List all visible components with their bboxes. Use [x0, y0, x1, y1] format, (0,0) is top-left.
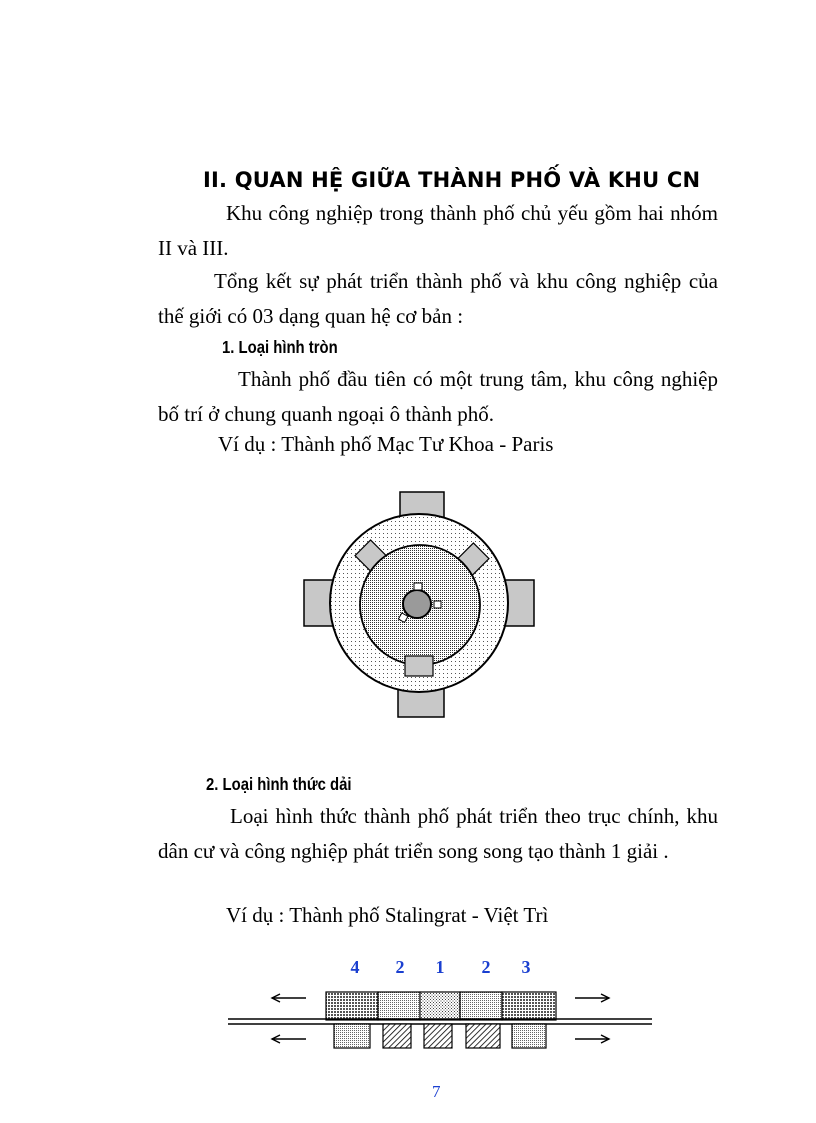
intro-paragraph-2: Tổng kết sự phát triển thành phố và khu công nghiệp của thế giới có 03 dạng quan hệ cơ bản : — [158, 269, 718, 328]
zone-block-3 — [502, 992, 556, 1020]
strip-number-2-left: 2 — [395, 957, 405, 977]
center-marker-right — [434, 601, 441, 608]
industrial-block-1 — [334, 1024, 370, 1048]
strip-city-diagram — [220, 984, 660, 1054]
strip-number-1: 1 — [435, 957, 445, 977]
type2-paragraph: Loại hình thức thành phố phát triển theo trục chính, khu dân cư và công nghiệp phát triển song song tạo thành 1 giải . — [158, 804, 718, 863]
industrial-block-2 — [383, 1024, 411, 1048]
strip-number-3: 3 — [521, 957, 531, 977]
industrial-block-5 — [512, 1024, 546, 1048]
circular-city-diagram — [290, 480, 550, 730]
page-number: 7 — [432, 1082, 441, 1101]
strip-number-4: 4 — [350, 957, 360, 977]
type2-heading: 2. Loại hình thức dải — [206, 774, 352, 794]
zone-block-2-left — [378, 992, 420, 1020]
city-center — [403, 590, 431, 618]
type1-heading: 1. Loại hình tròn — [222, 337, 338, 357]
arrow-left-lower — [272, 1035, 306, 1043]
type1-example: Ví dụ : Thành phố Mạc Tư Khoa - Paris — [218, 432, 554, 456]
arrow-right-upper — [575, 994, 609, 1002]
arrow-left-upper — [272, 994, 306, 1002]
arrow-right-lower — [575, 1035, 609, 1043]
industrial-block-3 — [424, 1024, 452, 1048]
section-title: II. QUAN HỆ GIỮA THÀNH PHỐ VÀ KHU CN — [203, 168, 701, 192]
strip-number-2-right: 2 — [481, 957, 491, 977]
intro-paragraph-1: Khu công nghiệp trong thành phố chủ yếu gồm hai nhóm II và III. — [158, 201, 718, 260]
zone-block-1 — [420, 992, 460, 1020]
center-marker-top — [414, 583, 422, 590]
zone-block-2-right — [460, 992, 502, 1020]
type1-paragraph: Thành phố đầu tiên có một trung tâm, khu công nghiệp bố trí ở chung quanh ngoại ô thành phố. — [158, 367, 718, 426]
type2-example: Ví dụ : Thành phố Stalingrat - Việt Trì — [226, 903, 549, 927]
ring-block-bottom — [405, 656, 433, 676]
zone-block-4 — [326, 992, 378, 1020]
industrial-block-4 — [466, 1024, 500, 1048]
